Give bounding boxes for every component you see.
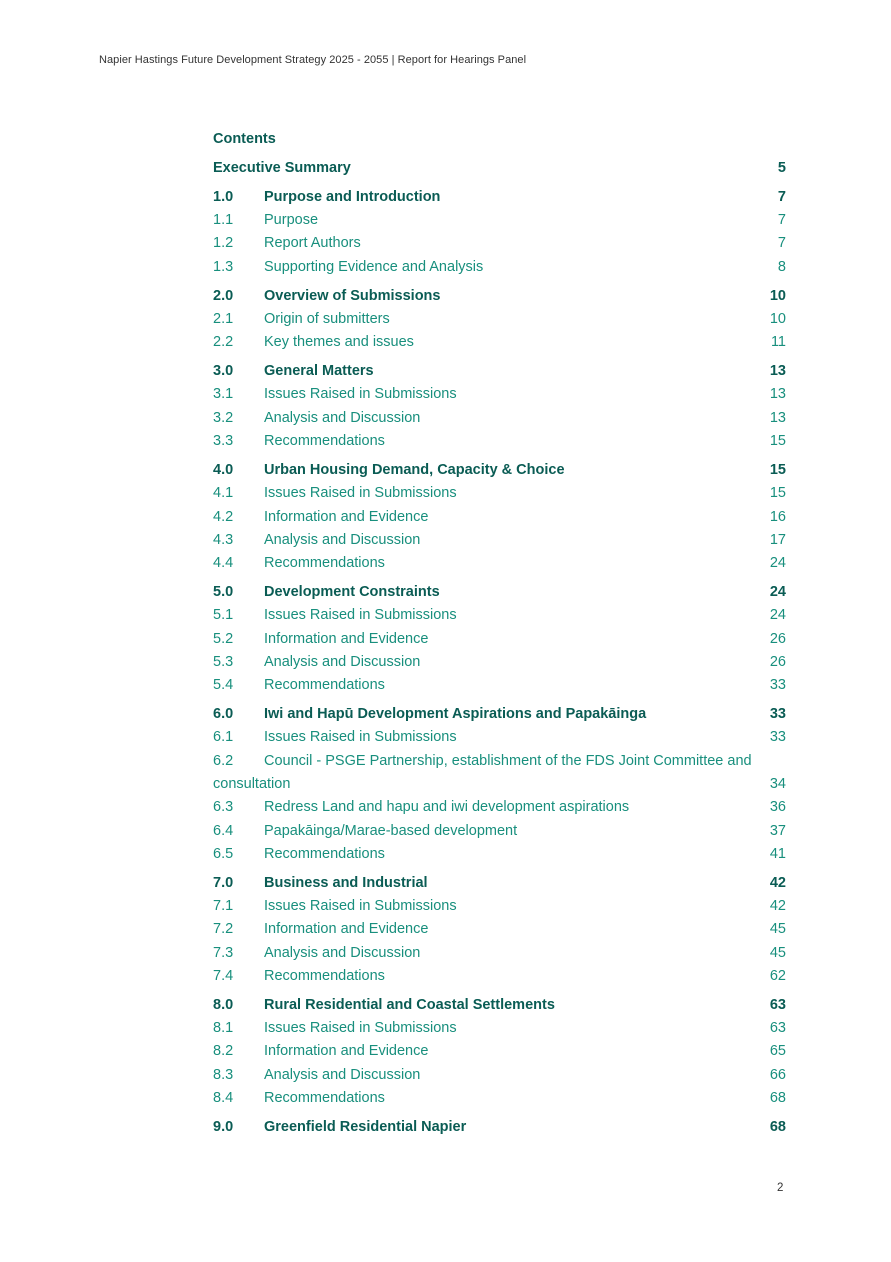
toc-subsection-6-3[interactable] (213, 796, 786, 819)
toc-subsection-page: 68 (769, 1090, 786, 1107)
toc-section-label: Rural Residential and Coastal Settlements (264, 996, 555, 1013)
toc-subsection-number: 6.3 (213, 799, 234, 816)
toc-entry-label: Executive Summary (213, 160, 351, 176)
toc-subsection-label: Purpose (264, 212, 319, 229)
toc-subsection-8-3[interactable] (213, 1064, 786, 1087)
toc-subsection-page: 15 (769, 433, 786, 450)
toc-subsection-4-3[interactable] (213, 529, 786, 552)
toc-subsection-label: Information and Evidence (264, 921, 429, 938)
toc-subsection-8-2[interactable] (213, 1040, 786, 1063)
toc-section-number: 2.0 (213, 287, 234, 304)
toc-subsection-page: 13 (769, 409, 786, 426)
toc-subsection-3-1[interactable] (213, 383, 786, 406)
toc-subsection-label: Analysis and Discussion (264, 1066, 421, 1083)
toc-subsection-number: 7.1 (213, 898, 234, 915)
toc-subsection-label: Redress Land and hapu and iwi development aspirations (264, 799, 630, 816)
toc-subsection-number: 6.5 (213, 845, 234, 862)
toc-subsection-number: 4.2 (213, 508, 234, 525)
toc-subsection-label: Recommendations (264, 555, 385, 572)
toc-subsection-4-4[interactable] (213, 552, 786, 575)
toc-subsection-4-2[interactable] (213, 506, 786, 529)
toc-section-label: Purpose and Introduction (264, 188, 441, 205)
toc-subsection-page: 16 (769, 508, 786, 525)
toc-subsection-label: Recommendations (264, 677, 385, 694)
toc-subsection-2-2[interactable] (213, 331, 786, 354)
toc-section-number: 7.0 (213, 874, 234, 891)
toc-subsection-page: 37 (769, 822, 786, 839)
toc-section-page: 42 (769, 874, 786, 891)
toc-subsection-label: Council - PSGE Partnership, establishment of the FDS Joint Committee and (264, 752, 752, 769)
toc-subsection-page: 8 (777, 258, 786, 275)
toc-subsection-label: Analysis and Discussion (264, 653, 421, 670)
toc-subsection-3-3[interactable] (213, 430, 786, 453)
toc-section-1-0[interactable] (213, 186, 786, 209)
toc-section-number: 3.0 (213, 363, 234, 380)
toc-section-2-0[interactable] (213, 285, 786, 308)
toc-subsection-line (213, 750, 786, 773)
toc-subsection-1-3[interactable] (213, 256, 786, 279)
toc-subsection-label: Issues Raised in Submissions (264, 386, 457, 403)
toc-subsection-1-1[interactable] (213, 209, 786, 232)
toc-title: Contents (213, 131, 276, 147)
toc-entry-executive-summary[interactable] (213, 157, 786, 180)
toc-subsection-number: 1.1 (213, 212, 234, 229)
toc-subsection-label-cont: consultation (213, 775, 291, 792)
toc-section-page: 33 (769, 706, 786, 723)
toc-subsection-page: 17 (769, 531, 786, 548)
toc-subsection-page: 7 (777, 212, 786, 229)
toc-subsection-label: Origin of submitters (264, 310, 390, 327)
toc-subsection-number: 1.2 (213, 235, 234, 252)
toc-section-4-0[interactable] (213, 459, 786, 482)
page-number: 2 (777, 1182, 784, 1194)
toc-section-page: 15 (769, 461, 786, 478)
toc-subsection-page: 65 (769, 1043, 786, 1060)
toc-subsection-7-3[interactable] (213, 942, 786, 965)
toc-subsection-number: 7.2 (213, 921, 234, 938)
toc-subsection-page: 45 (769, 944, 786, 961)
toc-subsection-page: 42 (769, 898, 786, 915)
toc-section-9-0[interactable] (213, 1116, 786, 1139)
toc-subsection-8-1[interactable] (213, 1017, 786, 1040)
toc-subsection-5-4[interactable] (213, 674, 786, 697)
toc-subsection-number: 6.4 (213, 822, 234, 839)
toc-section-page: 68 (769, 1118, 786, 1135)
toc-section-3-0[interactable] (213, 360, 786, 383)
toc-subsection-label: Analysis and Discussion (264, 531, 421, 548)
toc-subsection-8-4[interactable] (213, 1087, 786, 1110)
toc-section-label: Iwi and Hapū Development Aspirations and Papakāinga (264, 706, 647, 723)
toc-subsection-label: Analysis and Discussion (264, 409, 421, 426)
toc-subsection-page: 66 (769, 1066, 786, 1083)
toc-section-page: 24 (769, 584, 786, 601)
toc-subsection-label: Papakāinga/Marae-based development (264, 822, 518, 839)
toc-subsection-number: 5.4 (213, 677, 234, 694)
toc-subsection-number: 3.3 (213, 433, 234, 450)
toc-subsection-6-1[interactable] (213, 726, 786, 749)
toc-subsection-page: 33 (769, 729, 786, 746)
toc-subsection-5-2[interactable] (213, 628, 786, 651)
toc-section-label: Greenfield Residential Napier (264, 1118, 467, 1135)
toc-subsection-number: 1.3 (213, 258, 234, 275)
toc-subsection-number: 5.1 (213, 607, 234, 624)
toc-section-number: 8.0 (213, 996, 234, 1013)
toc-section-page: 10 (769, 287, 786, 304)
toc-subsection-label: Information and Evidence (264, 630, 429, 647)
running-header: Napier Hastings Future Development Strategy 2025 - 2055 | Report for Hearings Panel (99, 54, 527, 66)
toc-subsection-number: 6.1 (213, 729, 234, 746)
toc-section-label: Urban Housing Demand, Capacity & Choice (264, 461, 565, 478)
toc-entry-page: 5 (777, 160, 786, 176)
toc-sections (213, 186, 786, 1139)
toc-section-label: Overview of Submissions (264, 287, 441, 304)
toc-section-number: 5.0 (213, 584, 234, 601)
toc-subsection-label: Report Authors (264, 235, 361, 252)
toc-subsection-label: Recommendations (264, 433, 385, 450)
toc-subsection-number: 8.3 (213, 1066, 234, 1083)
toc-subsection-number: 4.1 (213, 485, 234, 502)
toc-subsection-7-4[interactable] (213, 965, 786, 988)
toc-section-label: Development Constraints (264, 584, 440, 601)
toc-section-7-0[interactable] (213, 872, 786, 895)
toc-subsection-6-4[interactable] (213, 820, 786, 843)
table-of-contents (213, 128, 786, 1139)
toc-subsection-page: 26 (769, 630, 786, 647)
toc-subsection-number: 7.3 (213, 944, 234, 961)
toc-subsection-label: Issues Raised in Submissions (264, 607, 457, 624)
toc-subsection-number: 8.4 (213, 1090, 234, 1107)
toc-subsection-number: 8.2 (213, 1043, 234, 1060)
toc-section-6-0[interactable] (213, 703, 786, 726)
toc-subsection-3-2[interactable] (213, 407, 786, 430)
toc-subsection-label: Issues Raised in Submissions (264, 1020, 457, 1037)
toc-subsection-number: 4.4 (213, 555, 234, 572)
toc-subsection-label: Issues Raised in Submissions (264, 729, 457, 746)
toc-subsection-page: 10 (769, 310, 786, 327)
toc-subsection-label: Issues Raised in Submissions (264, 485, 457, 502)
toc-section-number: 4.0 (213, 461, 234, 478)
toc-section-number: 1.0 (213, 188, 234, 205)
toc-section-label: General Matters (264, 363, 374, 380)
toc-section-page: 13 (769, 363, 786, 380)
toc-subsection-label: Information and Evidence (264, 508, 429, 525)
toc-subsection-number: 7.4 (213, 967, 234, 984)
toc-section-8-0[interactable] (213, 994, 786, 1017)
toc-subsection-number: 8.1 (213, 1020, 234, 1037)
toc-subsection-page: 24 (769, 607, 786, 624)
toc-subsection-page: 34 (769, 775, 786, 792)
toc-subsection-line (213, 773, 786, 796)
toc-subsection-number: 2.2 (213, 334, 234, 351)
toc-section-page: 63 (769, 996, 786, 1013)
toc-subsection-number: 3.1 (213, 386, 234, 403)
toc-subsection-page: 26 (769, 653, 786, 670)
toc-subsection-label: Recommendations (264, 1090, 385, 1107)
toc-subsection-5-1[interactable] (213, 604, 786, 627)
toc-subsection-label: Recommendations (264, 845, 385, 862)
toc-section-5-0[interactable] (213, 581, 786, 604)
toc-subsection-page: 36 (769, 799, 786, 816)
toc-section-number: 9.0 (213, 1118, 234, 1135)
toc-subsection-number: 5.2 (213, 630, 234, 647)
toc-section-label: Business and Industrial (264, 874, 428, 891)
toc-subsection-4-1[interactable] (213, 482, 786, 505)
toc-subsection-page: 33 (769, 677, 786, 694)
toc-subsection-5-3[interactable] (213, 651, 786, 674)
toc-subsection-number: 5.3 (213, 653, 234, 670)
toc-subsection-page: 45 (769, 921, 786, 938)
toc-subsection-page: 11 (770, 334, 786, 351)
toc-subsection-6-2[interactable] (213, 750, 786, 797)
toc-subsection-page: 62 (769, 967, 786, 984)
toc-subsection-page: 13 (769, 386, 786, 403)
toc-subsection-2-1[interactable] (213, 308, 786, 331)
toc-subsection-6-5[interactable] (213, 843, 786, 866)
toc-subsection-page: 41 (769, 845, 786, 862)
toc-subsection-number: 2.1 (213, 310, 234, 327)
toc-subsection-page: 15 (769, 485, 786, 502)
toc-subsection-1-2[interactable] (213, 232, 786, 255)
toc-subsection-label: Issues Raised in Submissions (264, 898, 457, 915)
toc-section-page: 7 (777, 188, 786, 205)
toc-subsection-label: Recommendations (264, 967, 385, 984)
toc-subsection-7-1[interactable] (213, 895, 786, 918)
toc-subsection-page: 63 (769, 1020, 786, 1037)
toc-subsection-label: Analysis and Discussion (264, 944, 421, 961)
toc-subsection-page: 7 (777, 235, 786, 252)
toc-subsection-number: 3.2 (213, 409, 234, 426)
toc-subsection-number: 4.3 (213, 531, 234, 548)
toc-section-number: 6.0 (213, 706, 234, 723)
toc-subsection-label: Information and Evidence (264, 1043, 429, 1060)
toc-subsection-label: Supporting Evidence and Analysis (264, 258, 484, 275)
toc-subsection-label: Key themes and issues (264, 334, 414, 351)
toc-subsection-page: 24 (769, 555, 786, 572)
toc-subsection-7-2[interactable] (213, 918, 786, 941)
toc-subsection-number: 6.2 (213, 752, 234, 769)
